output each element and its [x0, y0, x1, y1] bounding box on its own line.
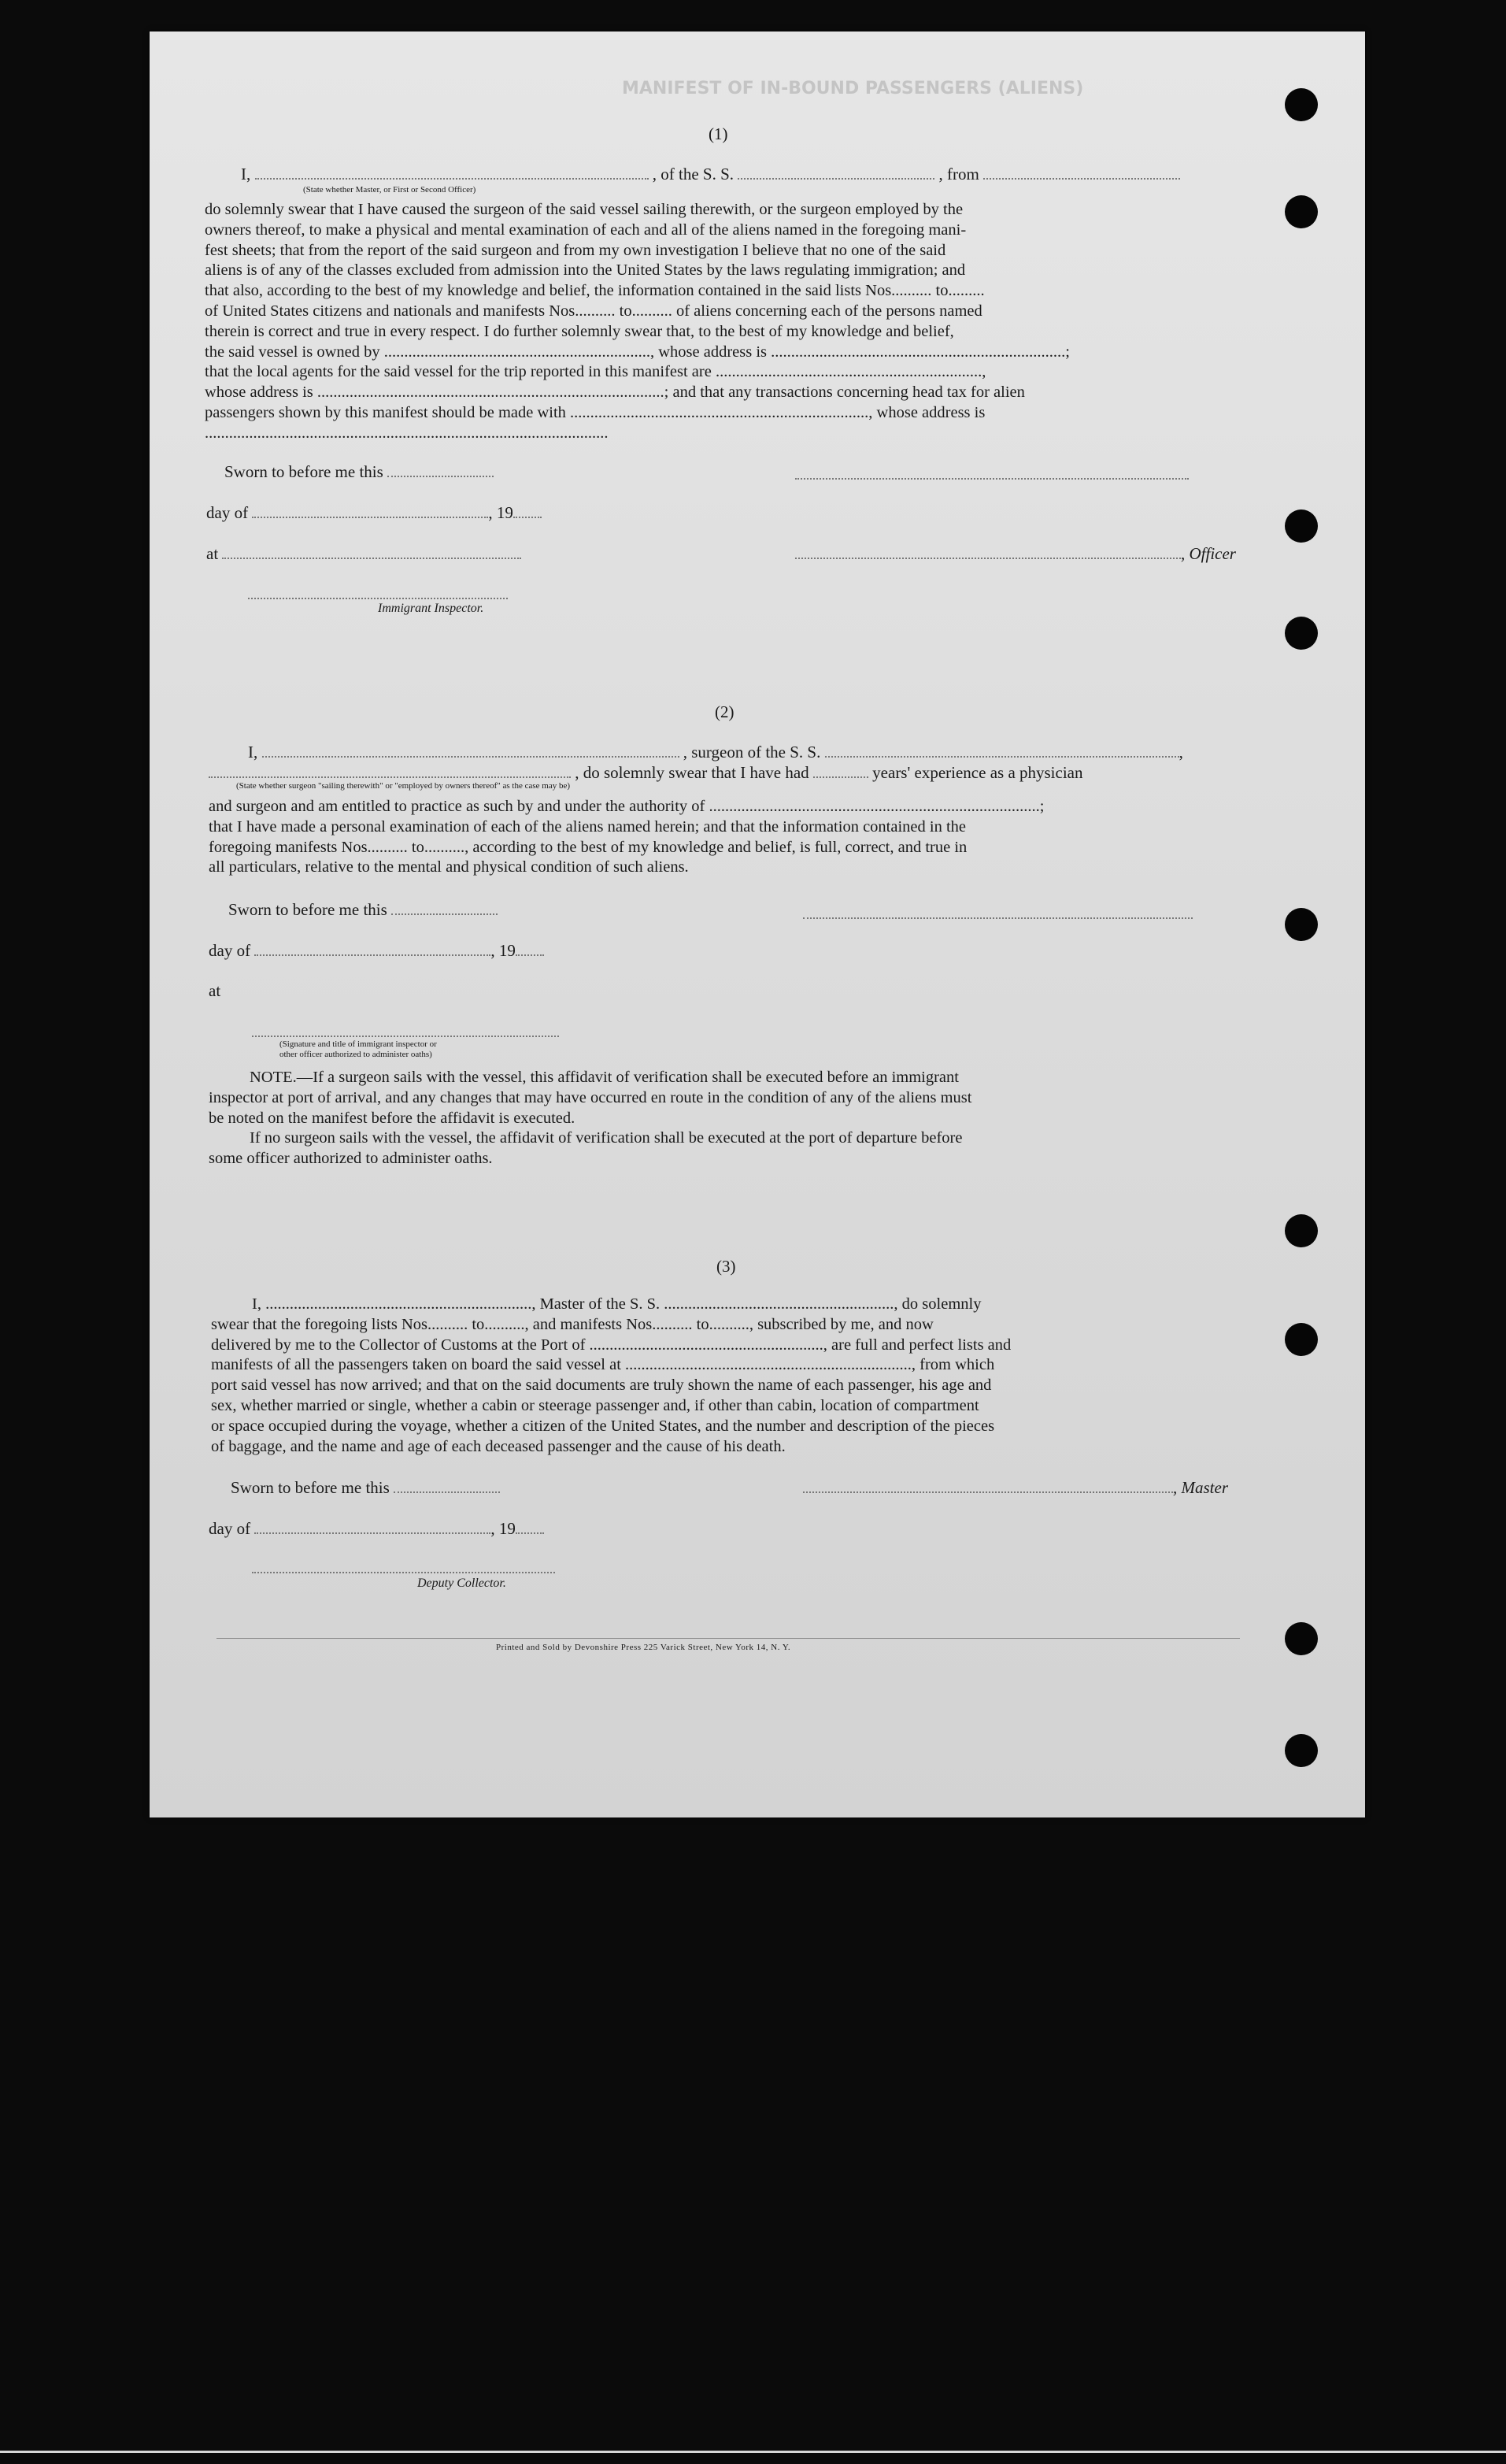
section-3-day: day of , 19 — [209, 1518, 544, 1538]
punch-hole — [1285, 1214, 1318, 1247]
punch-hole — [1285, 1734, 1318, 1767]
collector-signature-line — [252, 1571, 555, 1573]
section-2-note: NOTE.—If a surgeon sails with the vessel, this affidavit of verification shall be executed before an immigrant inspector at port of arrival, and any changes that may have occurred en route in the condition of any of the aliens must be noted on the manifest before the affidavit is executed. If no surgeon sails with the vessel, the affidavit of verification shall be executed at the port of departure before some officer authorized to administer oaths. — [209, 1069, 972, 1168]
printer-imprint: Printed and Sold by Devonshire Press 225 Varick Street, New York 14, N. Y. — [496, 1643, 791, 1652]
text-of-ss: , of the S. S. — [652, 165, 734, 183]
section-1-body: do solemnly swear that I have caused the surgeon of the said vessel sailing therewith, or the surgeon employed by the owners thereof, to make a physical and mental examination of each and all of the aliens named in the foregoing mani- fest sheets; that from the report of the said surgeon and from my own investigation I believe that no one of the said aliens is of any of the classes excluded from admission into the United States by the laws regulating immigration; and that also, according to the best of my knowledge and belief, the information contained in the said lists Nos.......... to......... of United States citizens and nationals and manifests Nos.......... to.......... of aliens concerning each of the persons named therein is correct and true in every respect. I do further solemnly swear that, to the best of my knowledge and belief, the said vessel is owned by .................................................................., whose address is .........................................................................; that the local agents for the said vessel for the trip reported in this manifest are .................................................................., whose address is ......................................................................................; and that any transactions concerning head tax for alien passengers shown by this manifest should be made with .........................................................................., whose address is .................................................................................................... — [205, 201, 1070, 442]
punch-hole — [1285, 195, 1318, 228]
section-2-at: at — [209, 981, 221, 1000]
punch-hole — [1285, 88, 1318, 121]
section-1-day: day of , 19 — [206, 502, 542, 522]
section-1-caption: (State whether Master, or First or Second Officer) — [303, 185, 476, 195]
section-1-line-1 — [241, 164, 1386, 183]
section-2-body: and surgeon and am entitled to practice as such by and under the authority of ..................................................................................; that I have made a personal examination of each of the aliens named herein; and that the information contained in the foregoing manifests Nos.......... to.........., according to the best of my knowledge and belief, is full, correct, and true in all particulars, relative to the mental and physical condition of such aliens. — [209, 798, 1045, 876]
footer-rule — [216, 1638, 1240, 1639]
inspector-caption: Immigrant Inspector. — [378, 602, 484, 615]
section-3-number: (3) — [716, 1257, 736, 1276]
text-from: , from — [938, 165, 979, 183]
punch-hole — [1285, 908, 1318, 941]
section-2-sworn: Sworn to before me this — [228, 899, 498, 919]
section-2-line-2: , do solemnly swear that I have had years' experience as a physician — [209, 762, 1389, 782]
section-1-at: at — [206, 543, 521, 563]
deputy-caption: Deputy Collector. — [417, 1577, 506, 1590]
section-3-body: I, .................................................................., Master of the S. S. ........................................................., do solemnly swear that the foregoing lists Nos.......... to.........., and manifests Nos.......... to.........., subscribed by me, and now delivered by me to the Collector of Customs at the Port of .........................................................., are full and perfect lists and manifests of all the passengers taken on board the said vessel at ......................................................................., from which port said vessel has now arrived; and that on the said documents are truly shown the name of each passenger, his age and sex, whether married or single, whether a cabin or steerage passenger and, if other than cabin, location of compartment or space occupied during the voyage, whether a citizen of the United States, and the number and description of the pieces of baggage, and the name and age of each deceased passenger and the cause of his death. — [211, 1295, 1012, 1455]
bleed-through-text: MANIFEST OF IN-BOUND PASSENGERS (ALIENS) — [622, 79, 1084, 98]
officer-signature-line — [252, 1035, 559, 1037]
section-2-day: day of , 19 — [209, 940, 544, 960]
section-1-number: (1) — [709, 124, 728, 143]
section-2-line-1: I, , surgeon of the S. S. , — [248, 743, 1183, 761]
signature-line — [803, 917, 1193, 919]
film-edge-line — [0, 2451, 1506, 2453]
signature-line — [795, 477, 1189, 480]
section-1-officer: , Officer — [795, 543, 1236, 563]
punch-hole — [1285, 509, 1318, 543]
punch-hole — [1285, 1323, 1318, 1356]
section-1-sworn: Sworn to before me this — [224, 461, 494, 481]
section-2-number: (2) — [715, 702, 734, 721]
signature-caption-1: (Signature and title of immigrant inspector or — [279, 1039, 437, 1049]
punch-hole — [1285, 617, 1318, 650]
bleed-through-text — [779, 472, 784, 489]
signature-caption-2: other officer authorized to administer oaths) — [279, 1050, 432, 1059]
inspector-signature-line — [248, 597, 508, 599]
section-3-master: , Master — [803, 1477, 1228, 1497]
section-3-sworn: Sworn to before me this — [231, 1477, 500, 1497]
section-2-caption: (State whether surgeon "sailing therewith" or "employed by owners thereof" as the case may be) — [236, 781, 571, 791]
text-i: I, — [241, 165, 251, 183]
document-page — [150, 31, 1365, 1817]
punch-hole — [1285, 1622, 1318, 1655]
